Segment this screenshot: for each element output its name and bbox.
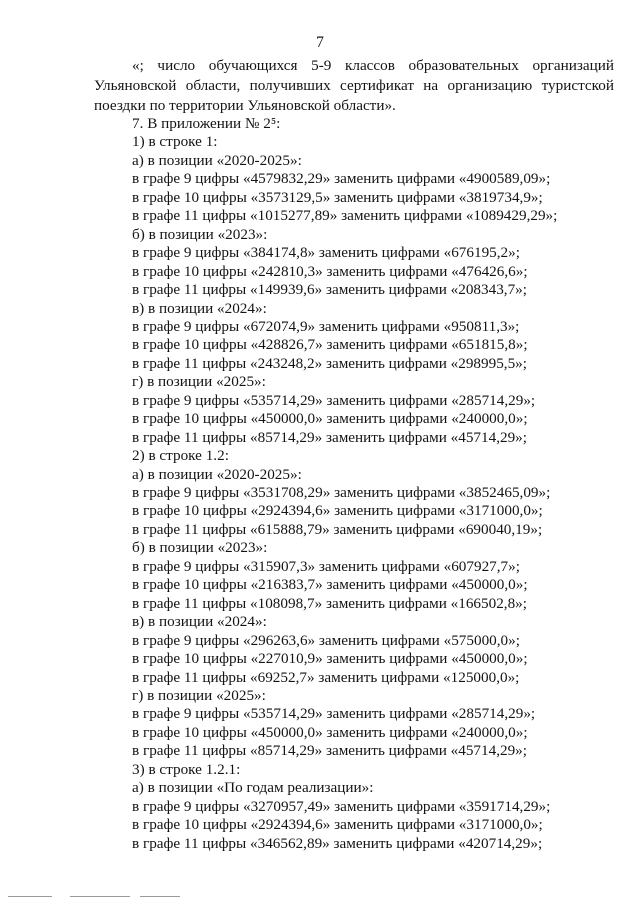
amendment-line: в графе 10 цифры «2924394,6» заменить цифрами «3171000,0»; [132, 816, 543, 834]
amendment-line: в графе 9 цифры «672074,9» заменить цифрами «950811,3»; [132, 317, 520, 335]
amendment-line: б) в позиции «2023»: [132, 539, 268, 557]
amendment-line: 1) в строке 1: [132, 133, 218, 151]
scan-edge-mark [70, 896, 130, 897]
amendment-line: в графе 11 цифры «615888,79» заменить цифрами «690040,19»; [132, 520, 543, 538]
amendment-line: в графе 11 цифры «69252,7» заменить цифрами «125000,0»; [132, 668, 520, 686]
amendment-line: в графе 10 цифры «227010,9» заменить цифрами «450000,0»; [132, 650, 528, 667]
amendment-line: 7. В приложении № 2⁵: [132, 115, 281, 132]
amendment-line: в графе 9 цифры «3531708,29» заменить цифрами «3852465,09»; [132, 484, 551, 501]
amendment-line: в) в позиции «2024»: [132, 299, 267, 317]
amendment-line: в графе 11 цифры «85714,29» заменить цифрами «45714,29»; [132, 428, 527, 446]
amendment-line: б) в позиции «2023»: [132, 225, 268, 243]
scan-edge-mark [140, 896, 180, 897]
amendment-line: 3) в строке 1.2.1: [132, 760, 241, 778]
amendment-line: а) в позиции «По годам реализации»: [132, 779, 374, 797]
amendment-line: в графе 9 цифры «384174,8» заменить цифрами «676195,2»; [132, 244, 520, 262]
amendment-line: в графе 10 цифры «450000,0» заменить цифрами «240000,0»; [132, 723, 528, 741]
amendment-line: в графе 10 цифры «216383,7» заменить цифрами «450000,0»; [132, 576, 528, 594]
amendment-line: а) в позиции «2020-2025»: [132, 151, 302, 169]
amendment-line: в графе 10 цифры «450000,0» заменить цифрами «240000,0»; [132, 410, 528, 428]
page-number: 7 [316, 34, 324, 51]
intro-paragraph: «; число обучающихся 5-9 классов образовательных организаций Ульяновской области, получивших сертификат на организацию туристской поездки по территории Ульяновской области». [94, 57, 614, 114]
amendment-line: в графе 11 цифры «346562,89» заменить цифрами «420714,29»; [132, 834, 543, 852]
amendment-line: в графе 9 цифры «535714,29» заменить цифрами «285714,29»; [132, 705, 536, 723]
amendment-line: г) в позиции «2025»: [132, 373, 266, 391]
amendment-line: в графе 11 цифры «85714,29» заменить цифрами «45714,29»; [132, 742, 527, 760]
amendment-line: 2) в строке 1.2: [132, 447, 229, 465]
amendment-line: в графе 10 цифры «242810,3» заменить цифрами «476426,6»; [132, 262, 528, 280]
amendment-line: в графе 10 цифры «3573129,5» заменить цифрами «3819734,9»; [132, 188, 543, 206]
amendment-line: а) в позиции «2020-2025»: [132, 465, 302, 483]
amendment-line: в графе 10 цифры «428826,7» заменить цифрами «651815,8»; [132, 336, 528, 354]
amendment-line: в графе 9 цифры «296263,6» заменить цифрами «575000,0»; [132, 631, 520, 649]
amendment-line: в графе 9 цифры «3270957,49» заменить цифрами «3591714,29»; [132, 797, 551, 815]
amendment-line: в графе 11 цифры «149939,6» заменить цифрами «208343,7»; [132, 281, 527, 298]
amendment-line: в) в позиции «2024»: [132, 613, 267, 631]
amendment-line: в графе 11 цифры «108098,7» заменить цифрами «166502,8»; [132, 594, 527, 612]
amendment-line: в графе 9 цифры «315907,3» заменить цифрами «607927,7»; [132, 557, 520, 575]
amendment-line: г) в позиции «2025»: [132, 686, 266, 704]
scan-edge-mark [8, 896, 52, 897]
amendment-line: в графе 11 цифры «1015277,89» заменить цифрами «1089429,29»; [132, 207, 558, 225]
amendment-line: в графе 9 цифры «4579832,29» заменить цифрами «4900589,09»; [132, 170, 551, 188]
amendment-line: в графе 10 цифры «2924394,6» заменить цифрами «3171000,0»; [132, 502, 543, 520]
amendment-line: в графе 9 цифры «535714,29» заменить цифрами «285714,29»; [132, 391, 536, 409]
amendment-line: в графе 11 цифры «243248,2» заменить цифрами «298995,5»; [132, 354, 527, 372]
